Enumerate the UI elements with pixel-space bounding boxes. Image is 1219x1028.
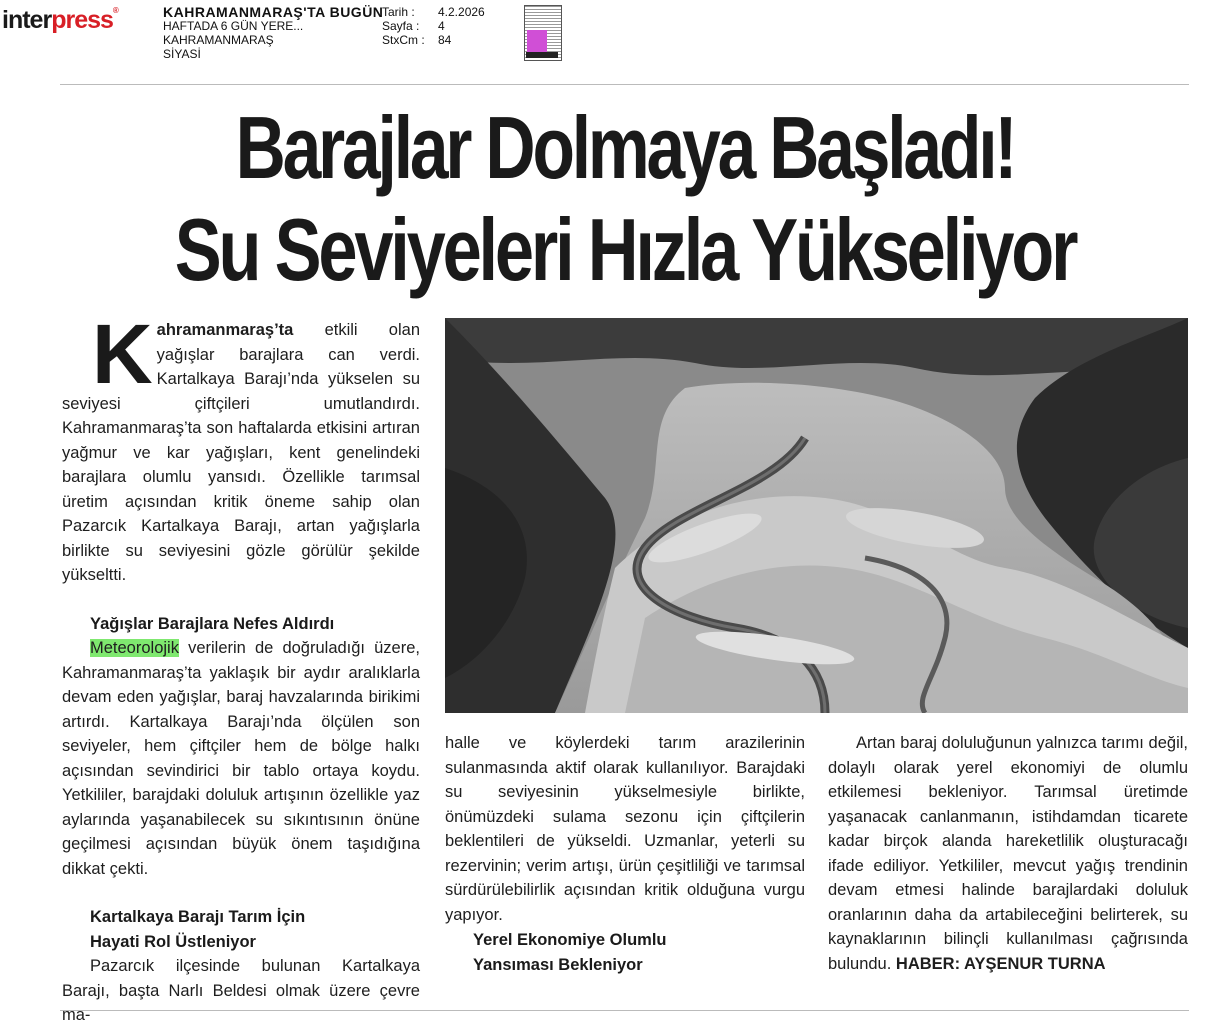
clipping-meta: [382, 5, 485, 47]
headline: [60, 100, 1190, 298]
thumbnail-highlight: [527, 30, 547, 52]
page-value: 4: [438, 19, 445, 33]
subheading-3-line-2: Yansıması Bekleniyor: [473, 956, 643, 974]
drop-cap: K: [92, 307, 153, 401]
paragraph-5: [828, 731, 1188, 976]
byline: HABER: AYŞENUR TURNA: [895, 954, 1106, 973]
highlighted-word: Meteorolojik: [90, 639, 179, 657]
subheading-2-line-2: Hayati Rol Üstleniyor: [90, 932, 256, 951]
paragraph-4: halle ve köylerdeki tarım arazilerinin sulanmasında aktif olarak kullanılıyor. Barajdaki su seviyesinin yükselmesiyle birlikte, önümüzdeki sulama sezonu için çiftçilerin beklentileri de yükseldi. Uzmanlar, yeterli su rezervinin; verim artışı, ürün çeşitliliği ve tarımsal sürdürülebilirlik açısından kritik olduğuna vurgu yapıyor.: [445, 734, 805, 924]
paragraph-2-text: verilerin de doğruladığı üzere, Kahramanmaraş’ta yaklaşık bir aydır aralıklarla devam eden yağışlar, baraj havzalarında birikimi artırdı. Kartalkaya Barajı’nda ölçülen son seviyeler, hem çiftçiler hem de bölge halkı açısından sevindirici bir tablo ortaya koydu. Yetkililer, barajdaki doluluk artışının özellikle yaz aylarında yaşanabilecek su sıkıntısının önüne geçilmesi açısından büyük önem taşıdığına dikkat çekti.: [62, 639, 420, 878]
interpress-logo: [2, 6, 118, 35]
publication-frequency: HAFTADA 6 GÜN YERE...: [163, 19, 304, 33]
size-value: 84: [438, 33, 452, 47]
publication-category: SİYASİ: [163, 47, 201, 61]
thumbnail-footer: [526, 52, 558, 58]
subheading-2-line-1: Kartalkaya Barajı Tarım İçin: [90, 908, 306, 926]
article-column-3: [828, 731, 1188, 976]
publication-city: KAHRAMANMARAŞ: [163, 33, 274, 47]
paragraph-3: Pazarcık ilçesinde bulunan Kartalkaya Barajı, başta Narlı Beldesi olmak üzere çevre ma-: [62, 957, 420, 1024]
dam-photo: [445, 318, 1188, 713]
subheading-3: [473, 928, 666, 978]
lead-word: ahramanmaraş’ta: [156, 321, 294, 339]
publication-info: [163, 5, 383, 61]
headline-line-2: Su Seviyeleri Hızla Yükseliyor: [174, 200, 1076, 299]
page-thumbnail[interactable]: [524, 5, 562, 61]
subheading-1: Yağışlar Barajlara Nefes Aldırdı: [90, 614, 335, 633]
logo-text-inter: inter: [2, 6, 52, 34]
publication-name: KAHRAMANMARAŞ'TA BUGÜN: [163, 4, 384, 20]
bottom-divider: [60, 1010, 1189, 1011]
headline-line-1: Barajlar Dolmaya Başladı!: [235, 98, 1015, 197]
subheading-3-line-1: Yerel Ekonomiye Olumlu: [473, 931, 667, 949]
page-label: Sayfa :: [382, 19, 420, 33]
paragraph-2: [62, 636, 420, 881]
date-label: Tarih :: [382, 5, 415, 19]
logo-text-press: press: [51, 6, 113, 34]
paragraph-5-text: Artan baraj doluluğunun yalnızca tarımı değil, dolaylı olarak yerel ekonomiyi de olumlu etkilemesi bekleniyor. Tarımsal üretimde yaşanacak canlanmanın, istihdamdan ticarete kadar birçok alanda hareketlilik oluşturacağı ifade ediliyor. Yetkililer, mevcut yağış trendinin devam etmesi halinde barajlardaki doluluk oranlarının daha da artabileceğini belirterek, su kaynaklarının bilinçli kullanılması çağrısında bulundu.: [828, 734, 1188, 973]
dam-aerial-image: [445, 318, 1188, 713]
paragraph-1-text: etkili olan yağışlar barajlara can verdi. Kartalkaya Barajı’nda yükselen su seviyesi çiftçileri umutlandırdı. Kahramanmaraş’ta son haftalarda etkisini artıran yağmur ve kar yağışları, kent genelindeki barajlara olumlu yansıdı. Özellikle tarımsal üretim açısından kritik öneme sahip olan Pazarcık Kartalkaya Barajı, artan yağışlarla birlikte su seviyesini gözle görülür şekilde yükseltti.: [62, 321, 420, 584]
logo-registered-mark: ®: [112, 6, 118, 15]
article-column-2: [445, 731, 805, 927]
top-divider: [60, 84, 1189, 85]
paragraph-1: [62, 307, 420, 588]
size-label: StxCm :: [382, 33, 425, 47]
date-value: 4.2.2026: [438, 5, 485, 19]
article-column-1: [62, 307, 420, 1028]
